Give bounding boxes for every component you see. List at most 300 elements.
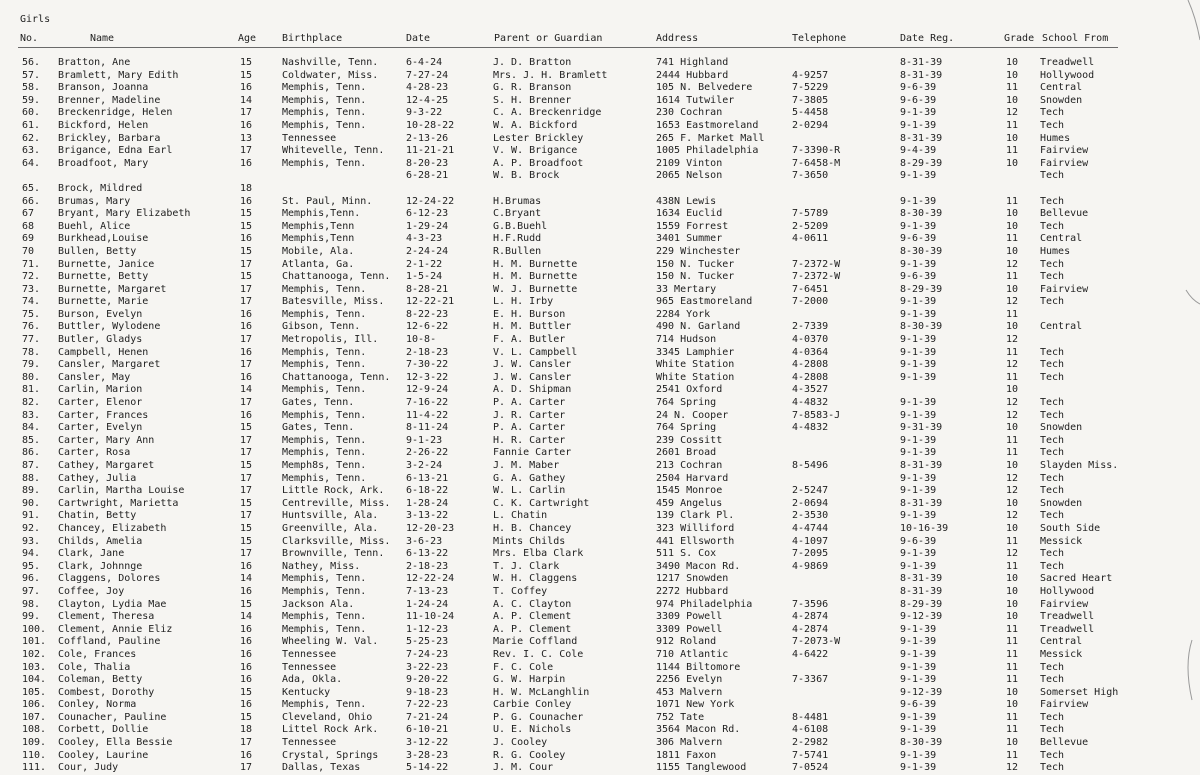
cell-parent: P. A. Carter — [493, 397, 566, 409]
cell-date: 5-25-23 — [406, 636, 449, 648]
cell-no: 94. — [22, 548, 41, 560]
cell-parent: R.Bullen — [493, 245, 542, 257]
cell-no: 103. — [22, 661, 47, 673]
cell-school: Tech — [1040, 107, 1065, 119]
cell-age: 15 — [240, 522, 253, 534]
cell-birthplace: Gates, Tenn. — [282, 397, 355, 409]
cell-grade: 11 — [1006, 346, 1019, 358]
cell-grade: 11 — [1006, 308, 1019, 320]
cell-age: 15 — [240, 422, 253, 434]
cell-school: Snowden — [1040, 497, 1083, 509]
cell-address: 3309 Powell — [656, 623, 723, 635]
cell-date-reg: 9-1-39 — [900, 661, 937, 673]
cell-school: Central — [1040, 233, 1083, 245]
cell-date: 1-29-24 — [406, 220, 449, 232]
cell-address: 105 N. Belvedere — [656, 82, 753, 94]
cell-telephone: 7-6451 — [792, 283, 829, 295]
cell-grade: 11 — [1006, 119, 1019, 131]
cell-birthplace: Memphis, Tenn. — [282, 384, 367, 396]
cell-school: Central — [1040, 82, 1083, 94]
cell-birthplace: Brownville, Tenn. — [282, 548, 385, 560]
cell-no: 76. — [22, 321, 41, 333]
cell-date-reg: 8-31-39 — [900, 573, 943, 585]
cell-address: 912 Roland — [656, 636, 717, 648]
table-row — [0, 221, 1200, 234]
cell-birthplace: Atlanta, Ga. — [282, 258, 355, 270]
cell-telephone: 7-5789 — [792, 208, 829, 220]
table-row — [0, 611, 1200, 624]
table-row — [0, 145, 1200, 158]
table-row — [0, 712, 1200, 725]
table-row — [0, 662, 1200, 675]
cell-grade: 10 — [1006, 737, 1019, 749]
cell-telephone: 4-9869 — [792, 560, 829, 572]
cell-no: 70 — [22, 245, 35, 257]
header-parent: Parent or Guardian — [494, 33, 603, 44]
cell-address: 150 N. Tucker — [656, 271, 735, 283]
cell-age: 17 — [240, 359, 253, 371]
cell-parent: H. M. Burnette — [493, 271, 578, 283]
cell-date-reg: 8-31-39 — [900, 460, 943, 471]
cell-telephone: 8-4481 — [792, 711, 829, 723]
cell-age: 16 — [240, 371, 253, 383]
cell-no: 106. — [22, 699, 47, 711]
cell-address: 965 Eastmoreland — [656, 296, 753, 308]
cell-parent: A. C. Clayton — [493, 598, 572, 610]
cell-parent: C. K. Cartwright — [493, 497, 590, 509]
cell-date-reg: 9-1-39 — [900, 711, 937, 723]
cell-age: 16 — [240, 560, 253, 572]
cell-grade: 12 — [1006, 472, 1019, 484]
cell-name: Branson, Joanna — [58, 82, 149, 94]
cell-date: 12-6-22 — [406, 321, 449, 333]
cell-name: Clement, Theresa — [58, 611, 155, 623]
cell-no: 71. — [22, 258, 41, 270]
cell-address: 139 Clark Pl. — [656, 510, 735, 522]
table-row — [0, 397, 1200, 410]
cell-telephone: 2-3530 — [792, 510, 829, 522]
table-row — [0, 624, 1200, 637]
cell-birthplace: Dallas, Texas — [282, 762, 361, 774]
cell-address: White Station — [656, 359, 735, 371]
cell-parent: H. M. Buttler — [493, 321, 572, 333]
cell-date: 12-4-25 — [406, 94, 449, 106]
header-school: School From — [1042, 33, 1109, 44]
cell-date-reg: 9-1-39 — [900, 258, 937, 270]
cell-birthplace: Memphis, Tenn. — [282, 447, 367, 459]
cell-birthplace: Chattanooga, Tenn. — [282, 271, 391, 283]
cell-date-reg: 9-1-39 — [900, 119, 937, 131]
cell-parent: J. W. Cansler — [493, 359, 572, 371]
cell-name: Brickley, Barbara — [58, 132, 161, 144]
cell-name: Brenner, Madeline — [58, 94, 161, 106]
table-row — [0, 158, 1200, 171]
cell-grade: 11 — [1006, 623, 1019, 635]
cell-date-reg: 9-1-39 — [900, 359, 937, 371]
table-row — [0, 422, 1200, 435]
cell-date: 2-1-22 — [406, 258, 443, 270]
cell-date: 8-28-21 — [406, 283, 449, 295]
cell-age: 15 — [240, 69, 253, 81]
cell-no: 56. — [22, 57, 41, 68]
cell-address: 1545 Monroe — [656, 485, 723, 497]
cell-telephone: 5-4458 — [792, 107, 829, 119]
cell-date-reg: 9-1-39 — [900, 762, 937, 774]
cell-telephone: 7-2073-W — [792, 636, 841, 648]
cell-grade: 10 — [1006, 598, 1019, 610]
cell-parent: W. A. Bickford — [493, 119, 578, 131]
cell-date: 6-10-21 — [406, 724, 449, 736]
cell-grade: 11 — [1006, 674, 1019, 686]
cell-age: 14 — [240, 573, 253, 585]
cell-date: 9-1-23 — [406, 434, 443, 446]
cell-birthplace: Memphis, Tenn. — [282, 409, 367, 421]
cell-birthplace: Memphis, Tenn. — [282, 94, 367, 106]
cell-grade: 11 — [1006, 82, 1019, 94]
cell-age: 16 — [240, 195, 253, 207]
table-row — [0, 107, 1200, 120]
cell-birthplace: Memphis, Tenn. — [282, 283, 367, 295]
cell-school: Central — [1040, 321, 1083, 333]
cell-age: 17 — [240, 548, 253, 560]
cell-parent: W. J. Burnette — [493, 283, 578, 295]
cell-school: Tech — [1040, 409, 1065, 421]
cell-address: 3345 Lamphier — [656, 346, 735, 358]
table-row — [0, 586, 1200, 599]
cell-grade: 11 — [1006, 195, 1019, 207]
cell-grade: 10 — [1006, 522, 1019, 534]
cell-address: 3309 Powell — [656, 611, 723, 623]
cell-telephone: 7-6458-M — [792, 157, 841, 169]
cell-address: 710 Atlantic — [656, 648, 729, 660]
cell-birthplace: Memphis, Tenn. — [282, 346, 367, 358]
cell-no: 74. — [22, 296, 41, 308]
cell-parent: G. A. Gathey — [493, 472, 566, 484]
cell-school: Tech — [1040, 472, 1065, 484]
table-row — [0, 321, 1200, 334]
table-row — [0, 523, 1200, 536]
cell-age: 16 — [240, 749, 253, 761]
cell-parent: A. D. Shipman — [493, 384, 572, 396]
cell-telephone: 4-9257 — [792, 69, 829, 81]
cell-address: 1614 Tutwiler — [656, 94, 735, 106]
table-row — [0, 347, 1200, 360]
cell-name: Clement, Annie Eliz — [58, 623, 173, 635]
cell-name: Bryant, Mary Elizabeth — [58, 208, 191, 220]
cell-address: 323 Williford — [656, 522, 735, 534]
cell-telephone: 4-2874 — [792, 623, 829, 635]
cell-date: 3-6-23 — [406, 535, 443, 547]
cell-grade: 11 — [1006, 560, 1019, 572]
cell-name: Coffee, Joy — [58, 585, 125, 597]
cell-grade: 12 — [1006, 397, 1019, 409]
cell-grade: 10 — [1006, 585, 1019, 597]
table-row — [0, 548, 1200, 561]
cell-no: 104. — [22, 674, 47, 686]
cell-name: Conley, Norma — [58, 699, 137, 711]
cell-address: 1144 Biltomore — [656, 661, 741, 673]
cell-school: Tech — [1040, 371, 1065, 383]
cell-no: 59. — [22, 94, 41, 106]
cell-date: 11-10-24 — [406, 611, 455, 623]
cell-age: 16 — [240, 346, 253, 358]
cell-address: 230 Cochran — [656, 107, 723, 119]
cell-age: 16 — [240, 157, 253, 169]
table-row — [0, 271, 1200, 284]
cell-no: 69 — [22, 233, 35, 245]
cell-address: 438N Lewis — [656, 195, 717, 207]
cell-school: Snowden — [1040, 94, 1083, 106]
cell-telephone: 7-5741 — [792, 749, 829, 761]
cell-telephone: 4-0611 — [792, 233, 829, 245]
table-row — [0, 334, 1200, 347]
cell-no: 78. — [22, 346, 41, 358]
cell-age: 17 — [240, 107, 253, 119]
cell-grade: 10 — [1006, 283, 1019, 295]
cell-parent: V. L. Campbell — [493, 346, 578, 358]
cell-date-reg: 9-1-39 — [900, 623, 937, 635]
cell-date-reg: 9-1-39 — [900, 346, 937, 358]
cell-grade: 11 — [1006, 749, 1019, 761]
page-edge-marks — [1162, 0, 1200, 769]
cell-grade: 10 — [1006, 57, 1019, 68]
cell-telephone: 7-8583-J — [792, 409, 841, 421]
cell-date-reg: 8-30-39 — [900, 245, 943, 257]
cell-parent: G. R. Branson — [493, 82, 572, 94]
cell-grade: 10 — [1006, 208, 1019, 220]
cell-address: 2284 York — [656, 308, 711, 320]
cell-date-reg: 9-4-39 — [900, 145, 937, 157]
cell-name: Claggens, Dolores — [58, 573, 161, 585]
cell-date-reg: 9-1-39 — [900, 472, 937, 484]
cell-name: Counacher, Pauline — [58, 711, 167, 723]
cell-date: 1-12-23 — [406, 623, 449, 635]
header-rule — [18, 47, 1118, 48]
cell-date: 2-18-23 — [406, 560, 449, 572]
cell-name: Clayton, Lydia Mae — [58, 598, 167, 610]
cell-name: Cour, Judy — [58, 762, 119, 774]
cell-date: 7-13-23 — [406, 585, 449, 597]
cell-parent: L. Chatin — [493, 510, 548, 522]
cell-no: 64. — [22, 157, 41, 169]
cell-no: 107. — [22, 711, 47, 723]
cell-school: Tech — [1040, 397, 1065, 409]
cell-date: 12-20-23 — [406, 522, 455, 534]
cell-name: Brock, Mildred — [58, 182, 143, 194]
cell-name: Coffland, Pauline — [58, 636, 161, 648]
table-row — [0, 498, 1200, 511]
cell-name: Cansler, Margaret — [58, 359, 161, 371]
cell-telephone: 7-0524 — [792, 762, 829, 774]
cell-parent: G.B.Buehl — [493, 220, 548, 232]
cell-date: 9-20-22 — [406, 674, 449, 686]
cell-parent: A. P. Clement — [493, 611, 572, 623]
cell-age: 15 — [240, 711, 253, 723]
cell-date-reg: 8-31-39 — [900, 585, 943, 597]
cell-date-reg: 8-31-39 — [900, 69, 943, 81]
cell-school: Tech — [1040, 674, 1065, 686]
cell-telephone: 2-0694 — [792, 497, 829, 509]
cell-parent: P. A. Carter — [493, 422, 566, 434]
cell-age: 18 — [240, 724, 253, 736]
cell-date: 8-11-24 — [406, 422, 449, 434]
cell-parent: W. B. Brock — [493, 170, 560, 182]
cell-school: Tech — [1040, 711, 1065, 723]
table-row — [0, 674, 1200, 687]
cell-date-reg: 9-1-39 — [900, 648, 937, 660]
cell-school: Tech — [1040, 271, 1065, 283]
cell-parent: W. L. Carlin — [493, 485, 566, 497]
cell-telephone: 4-4744 — [792, 522, 829, 534]
cell-birthplace: Batesville, Miss. — [282, 296, 385, 308]
cell-name: Carter, Elenor — [58, 397, 143, 409]
cell-parent: J. Cooley — [493, 737, 548, 749]
cell-address: 1559 Forrest — [656, 220, 729, 232]
cell-telephone: 7-2372-W — [792, 271, 841, 283]
cell-date-reg: 9-31-39 — [900, 422, 943, 434]
cell-date-reg: 8-29-39 — [900, 598, 943, 610]
cell-school: Fairview — [1040, 283, 1089, 295]
cell-name: Burson, Evelyn — [58, 308, 143, 320]
cell-age: 15 — [240, 208, 253, 220]
cell-name: Corbett, Dollie — [58, 724, 149, 736]
cell-date: 9-18-23 — [406, 686, 449, 698]
cell-no: 105. — [22, 686, 47, 698]
cell-grade: 12 — [1006, 485, 1019, 497]
cell-school: Tech — [1040, 296, 1065, 308]
cell-parent: C. A. Breckenridge — [493, 107, 602, 119]
cell-grade: 12 — [1006, 510, 1019, 522]
cell-parent: J. D. Bratton — [493, 57, 572, 68]
cell-date-reg: 9-12-39 — [900, 686, 943, 698]
cell-parent: F. C. Cole — [493, 661, 554, 673]
cell-name: Bullen, Betty — [58, 245, 137, 257]
table-row — [0, 649, 1200, 662]
cell-grade: 10 — [1006, 573, 1019, 585]
cell-parent: Mints Childs — [493, 535, 566, 547]
cell-parent: H.Brumas — [493, 195, 542, 207]
cell-age: 16 — [240, 623, 253, 635]
cell-date-reg: 8-30-39 — [900, 321, 943, 333]
cell-date: 7-21-24 — [406, 711, 449, 723]
cell-date-reg: 10-16-39 — [900, 522, 949, 534]
cell-date-reg: 9-1-39 — [900, 195, 937, 207]
cell-birthplace: Clarksville, Miss. — [282, 535, 391, 547]
cell-parent: J. R. Carter — [493, 409, 566, 421]
cell-address: White Station — [656, 371, 735, 383]
cell-grade: 12 — [1006, 762, 1019, 774]
cell-address: 2256 Evelyn — [656, 674, 723, 686]
cell-parent: Mrs. Elba Clark — [493, 548, 584, 560]
cell-grade: 12 — [1006, 359, 1019, 371]
header-address: Address — [656, 33, 699, 44]
cell-school: Slayden Miss. — [1040, 460, 1119, 471]
cell-date-reg: 8-31-39 — [900, 497, 943, 509]
cell-no: 93. — [22, 535, 41, 547]
table-row — [0, 296, 1200, 309]
cell-grade: 10 — [1006, 422, 1019, 434]
cell-telephone: 7-3367 — [792, 674, 829, 686]
cell-school: Fairview — [1040, 598, 1089, 610]
cell-date-reg: 8-29-39 — [900, 157, 943, 169]
cell-no: 86. — [22, 447, 41, 459]
cell-birthplace: Coldwater, Miss. — [282, 69, 379, 81]
cell-date: 4-28-23 — [406, 82, 449, 94]
cell-date-reg: 9-1-39 — [900, 308, 937, 320]
cell-telephone: 8-5496 — [792, 460, 829, 471]
cell-telephone: 4-0364 — [792, 346, 829, 358]
cell-date-reg: 9-1-39 — [900, 296, 937, 308]
cell-birthplace: Memphis,Tenn — [282, 220, 355, 232]
cell-no: 72. — [22, 271, 41, 283]
cell-school: Treadwell — [1040, 623, 1095, 635]
cell-telephone: 7-3390-R — [792, 145, 841, 157]
table-row — [0, 133, 1200, 146]
cell-age: 16 — [240, 321, 253, 333]
cell-date: 7-27-24 — [406, 69, 449, 81]
cell-date: 7-22-23 — [406, 699, 449, 711]
cell-date-reg: 9-6-39 — [900, 535, 937, 547]
header-name: Name — [90, 33, 115, 44]
cell-school: Fairview — [1040, 145, 1089, 157]
table-row — [0, 447, 1200, 460]
cell-grade: 10 — [1006, 245, 1019, 257]
cell-date-reg: 8-31-39 — [900, 132, 943, 144]
cell-school: Hollywood — [1040, 585, 1095, 597]
cell-parent: J. M. Cour — [493, 762, 554, 774]
table-row — [0, 82, 1200, 95]
cell-address: 2109 Vinton — [656, 157, 723, 169]
cell-date: 3-2-24 — [406, 460, 443, 471]
table-row — [0, 170, 1200, 183]
cell-parent: Fannie Carter — [493, 447, 572, 459]
cell-birthplace: Mobile, Ala. — [282, 245, 355, 257]
cell-birthplace: Memphis, Tenn. — [282, 434, 367, 446]
cell-school: Tech — [1040, 170, 1065, 182]
cell-date-reg: 9-1-39 — [900, 674, 937, 686]
cell-date: 6-18-22 — [406, 485, 449, 497]
cell-telephone: 7-2095 — [792, 548, 829, 560]
cell-age: 16 — [240, 82, 253, 94]
cell-school: Tech — [1040, 661, 1065, 673]
cell-grade: 11 — [1006, 661, 1019, 673]
cell-no: 108. — [22, 724, 47, 736]
cell-birthplace: Memphis, Tenn. — [282, 82, 367, 94]
cell-date-reg: 8-29-39 — [900, 283, 943, 295]
cell-school: Tech — [1040, 119, 1065, 131]
cell-grade: 11 — [1006, 636, 1019, 648]
cell-no: 90. — [22, 497, 41, 509]
cell-no: 92. — [22, 522, 41, 534]
cell-parent: U. E. Nichols — [493, 724, 572, 736]
cell-no: 58. — [22, 82, 41, 94]
cell-telephone: 7-3596 — [792, 598, 829, 610]
cell-parent: T. J. Clark — [493, 560, 560, 572]
cell-grade: 10 — [1006, 611, 1019, 623]
cell-school: Hollywood — [1040, 69, 1095, 81]
cell-birthplace: Greenville, Ala. — [282, 522, 379, 534]
cell-telephone: 4-6108 — [792, 724, 829, 736]
cell-address: 239 Cossitt — [656, 434, 723, 446]
cell-parent: E. H. Burson — [493, 308, 566, 320]
cell-name: Cooley, Ella Bessie — [58, 737, 173, 749]
cell-birthplace: St. Paul, Minn. — [282, 195, 373, 207]
cell-name: Carlin, Martha Louise — [58, 485, 185, 497]
cell-no: 68 — [22, 220, 35, 232]
cell-parent: H. M. Burnette — [493, 258, 578, 270]
cell-birthplace: Nashville, Tenn. — [282, 57, 379, 68]
cell-date-reg: 9-1-39 — [900, 397, 937, 409]
